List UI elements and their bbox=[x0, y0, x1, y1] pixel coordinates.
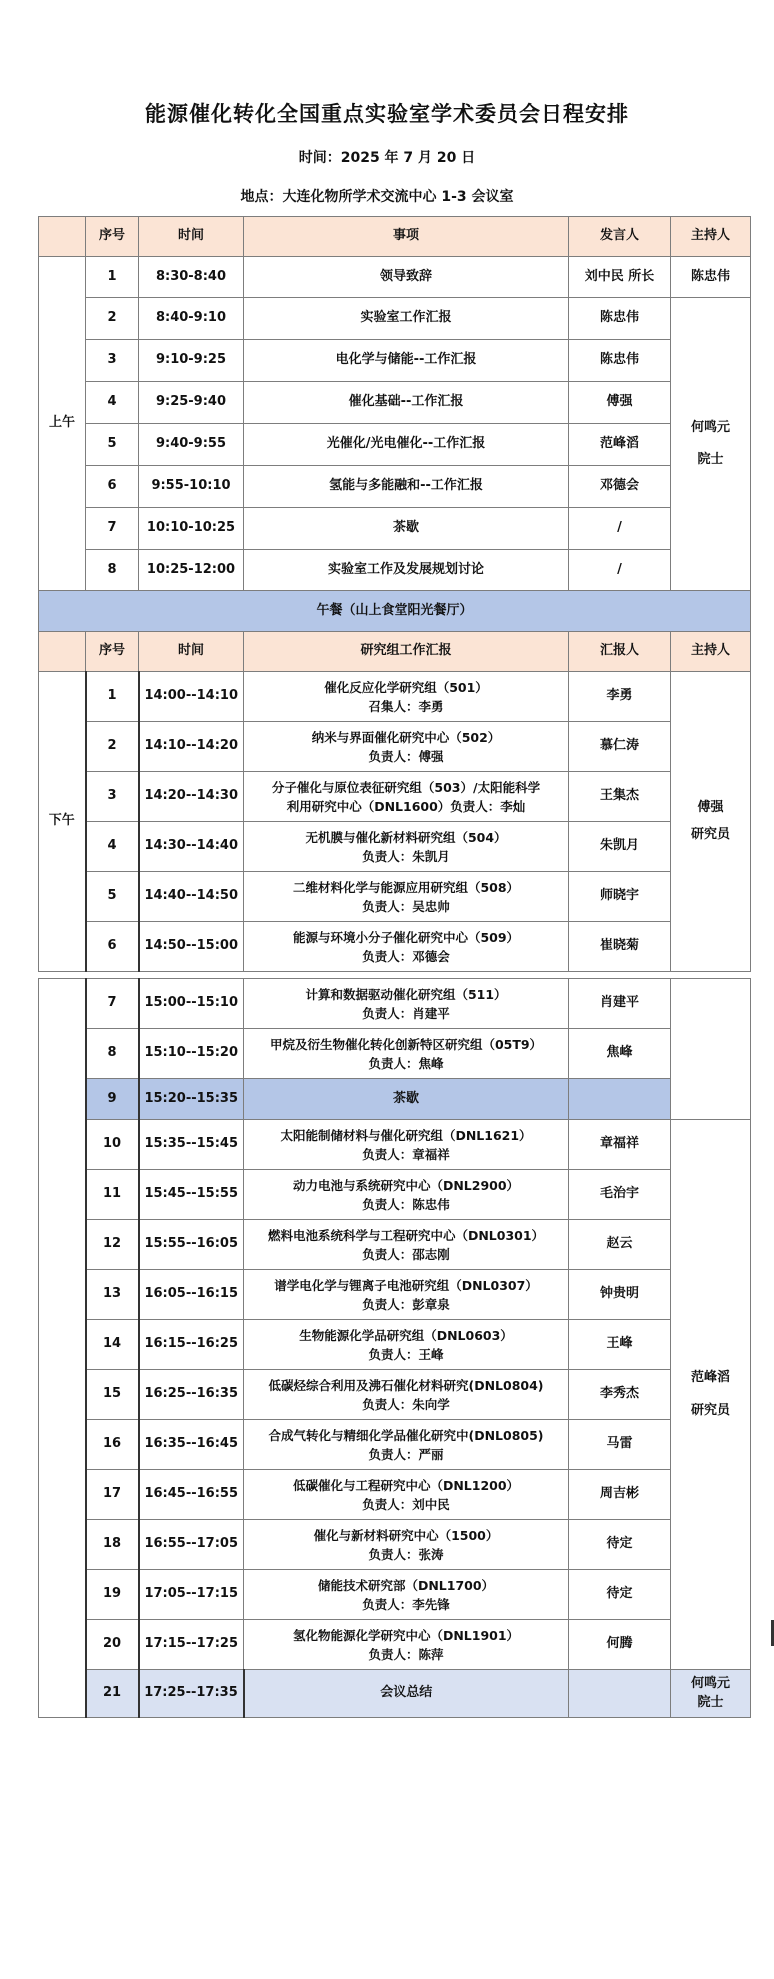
row-item bbox=[244, 1120, 569, 1170]
group-leader: 负责人：吴忠帅 bbox=[362, 898, 450, 914]
row-time: 16:45--16:55 bbox=[139, 1470, 244, 1520]
row-time: 8:40-9:10 bbox=[139, 298, 244, 340]
group-leader: 召集人：李勇 bbox=[368, 698, 444, 714]
row-item bbox=[244, 1420, 569, 1470]
row-item: 光催化/光电催化--工作汇报 bbox=[244, 424, 569, 466]
row-no: 5 bbox=[86, 424, 139, 466]
row-item: 催化基础--工作汇报 bbox=[244, 382, 569, 424]
group-name: 谱学电化学与锂离子电池研究组（DNL0307） bbox=[274, 1277, 538, 1293]
row-speaker: 赵云 bbox=[569, 1220, 671, 1270]
row-no: 5 bbox=[86, 872, 139, 922]
row-item bbox=[244, 872, 569, 922]
row-time: 15:45--15:55 bbox=[139, 1170, 244, 1220]
row-time: 17:15--17:25 bbox=[139, 1620, 244, 1670]
row-no: 12 bbox=[86, 1220, 139, 1270]
lunch-label: 午餐（山上食堂阳光餐厅） bbox=[39, 591, 751, 632]
row-time: 14:40--14:50 bbox=[139, 872, 244, 922]
row-time: 10:10-10:25 bbox=[139, 508, 244, 550]
row-item bbox=[244, 1170, 569, 1220]
row-speaker: 王峰 bbox=[569, 1320, 671, 1370]
header-no: 序号 bbox=[86, 217, 139, 257]
table-row bbox=[39, 382, 751, 424]
table-row bbox=[39, 922, 751, 972]
table-row bbox=[39, 1220, 751, 1270]
group-name: 分子催化与原位表征研究组（503）/太阳能科学 bbox=[271, 779, 541, 795]
row-time: 15:35--15:45 bbox=[139, 1120, 244, 1170]
row-item bbox=[244, 1620, 569, 1670]
row-speaker: / bbox=[569, 550, 671, 591]
host-cell bbox=[671, 672, 751, 972]
group-leader: 负责人：章福祥 bbox=[362, 1146, 450, 1162]
row-speaker: 钟贵明 bbox=[569, 1270, 671, 1320]
group-name: 氢化物能源化学研究中心（DNL1901） bbox=[292, 1627, 520, 1643]
group-leader: 负责人：傅强 bbox=[368, 748, 444, 764]
table-row bbox=[39, 257, 751, 298]
host-title: 院士 bbox=[697, 452, 724, 467]
row-time: 14:50--15:00 bbox=[139, 922, 244, 972]
row-speaker: 章福祥 bbox=[569, 1120, 671, 1170]
row-no: 6 bbox=[86, 466, 139, 508]
group-leader: 负责人：陈萍 bbox=[368, 1646, 444, 1662]
afternoon-label: 下午 bbox=[39, 672, 86, 972]
row-no: 15 bbox=[86, 1370, 139, 1420]
row-no: 2 bbox=[86, 298, 139, 340]
header-no: 序号 bbox=[86, 632, 139, 672]
header-blank bbox=[39, 632, 86, 672]
table-row bbox=[39, 1120, 751, 1170]
row-item: 实验室工作及发展规划讨论 bbox=[244, 550, 569, 591]
row-time: 14:20--14:30 bbox=[139, 772, 244, 822]
host-name: 何鸣元 bbox=[690, 1676, 730, 1692]
morning-host-cell bbox=[671, 298, 751, 591]
table-row bbox=[39, 1470, 751, 1520]
table-row bbox=[39, 1420, 751, 1470]
row-speaker bbox=[569, 1079, 671, 1120]
header-speaker: 汇报人 bbox=[569, 632, 671, 672]
host-name: 何鸣元 bbox=[690, 419, 730, 435]
row-no: 1 bbox=[86, 672, 139, 722]
group-name: 生物能源化学品研究组（DNL0603） bbox=[299, 1327, 513, 1343]
afternoon-header-row bbox=[39, 632, 751, 672]
tea-break-row bbox=[39, 1079, 751, 1120]
row-item bbox=[244, 1370, 569, 1420]
row-speaker: 马雷 bbox=[569, 1420, 671, 1470]
table-row bbox=[39, 772, 751, 822]
group-leader: 负责人：邵志刚 bbox=[362, 1246, 450, 1262]
group-name: 太阳能制储材料与催化研究组（DNL1621） bbox=[280, 1127, 532, 1143]
row-no: 3 bbox=[86, 340, 139, 382]
row-speaker: 朱凯月 bbox=[569, 822, 671, 872]
row-item: 氢能与多能融和--工作汇报 bbox=[244, 466, 569, 508]
row-no: 17 bbox=[86, 1470, 139, 1520]
row-speaker: 慕仁涛 bbox=[569, 722, 671, 772]
group-name: 低碳烃综合利用及沸石催化材料研究(DNL0804) bbox=[268, 1377, 544, 1393]
group-name: 催化反应化学研究组（501） bbox=[324, 679, 488, 695]
row-no: 7 bbox=[86, 979, 139, 1029]
row-item bbox=[244, 1570, 569, 1620]
row-time: 16:35--16:45 bbox=[139, 1420, 244, 1470]
row-speaker: 邓德会 bbox=[569, 466, 671, 508]
row-speaker: 焦峰 bbox=[569, 1029, 671, 1079]
row-time: 17:25--17:35 bbox=[139, 1670, 244, 1718]
row-no: 7 bbox=[86, 508, 139, 550]
group-leader: 负责人：邓德会 bbox=[362, 948, 450, 964]
group-name: 低碳催化与工程研究中心（DNL1200） bbox=[292, 1477, 520, 1493]
table-row bbox=[39, 424, 751, 466]
row-item bbox=[244, 1470, 569, 1520]
row-item bbox=[244, 922, 569, 972]
table-row bbox=[39, 722, 751, 772]
group-name: 甲烷及衍生物催化转化创新特区研究组（05T9） bbox=[269, 1036, 543, 1052]
table-row bbox=[39, 872, 751, 922]
header-blank bbox=[39, 217, 86, 257]
table-row bbox=[39, 1370, 751, 1420]
table-row bbox=[39, 1270, 751, 1320]
table-row bbox=[39, 1029, 751, 1079]
row-time: 10:25-12:00 bbox=[139, 550, 244, 591]
row-speaker: 师晓宇 bbox=[569, 872, 671, 922]
group-name: 燃料电池系统科学与工程研究中心（DNL0301） bbox=[267, 1227, 545, 1243]
group-leader: 负责人：严丽 bbox=[368, 1446, 444, 1462]
row-no: 21 bbox=[86, 1670, 139, 1718]
row-no: 6 bbox=[86, 922, 139, 972]
host-name: 傅强 bbox=[697, 800, 724, 816]
row-item bbox=[244, 672, 569, 722]
host-blank bbox=[671, 979, 751, 1120]
row-item bbox=[244, 822, 569, 872]
row-time: 15:00--15:10 bbox=[139, 979, 244, 1029]
row-no: 11 bbox=[86, 1170, 139, 1220]
row-item bbox=[244, 979, 569, 1029]
row-speaker: 李秀杰 bbox=[569, 1370, 671, 1420]
group-leader: 负责人：朱向学 bbox=[362, 1396, 450, 1412]
row-item bbox=[244, 1220, 569, 1270]
row-item: 茶歇 bbox=[244, 1079, 569, 1120]
group-name: 无机膜与催化新材料研究组（504） bbox=[305, 829, 507, 845]
row-no: 19 bbox=[86, 1570, 139, 1620]
row-time: 9:25-9:40 bbox=[139, 382, 244, 424]
row-speaker: 肖建平 bbox=[569, 979, 671, 1029]
group-leader: 负责人：彭章泉 bbox=[362, 1296, 450, 1312]
row-speaker: 陈忠伟 bbox=[569, 298, 671, 340]
row-item bbox=[244, 1320, 569, 1370]
group-leader: 负责人：焦峰 bbox=[368, 1055, 444, 1071]
table-row bbox=[39, 508, 751, 550]
row-speaker: 待定 bbox=[569, 1570, 671, 1620]
group-name: 纳米与界面催化研究中心（502） bbox=[311, 729, 501, 745]
table-row bbox=[39, 979, 751, 1029]
group-name: 合成气转化与精细化学品催化研究中(DNL0805) bbox=[268, 1427, 544, 1443]
row-time: 15:20--15:35 bbox=[139, 1079, 244, 1120]
row-no: 1 bbox=[86, 257, 139, 298]
row-item bbox=[244, 1029, 569, 1079]
schedule-table-bottom bbox=[38, 978, 751, 1718]
table-row bbox=[39, 1520, 751, 1570]
header-item: 研究组工作汇报 bbox=[244, 632, 569, 672]
group-leader: 负责人：张涛 bbox=[368, 1546, 444, 1562]
row-item bbox=[244, 722, 569, 772]
row-no: 20 bbox=[86, 1620, 139, 1670]
table-row bbox=[39, 822, 751, 872]
row-no: 18 bbox=[86, 1520, 139, 1570]
table-row bbox=[39, 1620, 751, 1670]
row-item bbox=[244, 1270, 569, 1320]
host-title: 院士 bbox=[697, 1694, 724, 1710]
row-speaker: 崔晓菊 bbox=[569, 922, 671, 972]
row-speaker bbox=[569, 1670, 671, 1718]
row-no: 14 bbox=[86, 1320, 139, 1370]
group-name: 动力电池与系统研究中心（DNL2900） bbox=[292, 1177, 520, 1193]
host-title: 研究员 bbox=[690, 826, 730, 842]
group-name: 二维材料化学与能源应用研究组（508） bbox=[292, 879, 520, 895]
row-time: 16:05--16:15 bbox=[139, 1270, 244, 1320]
row-time: 9:55-10:10 bbox=[139, 466, 244, 508]
row-no: 4 bbox=[86, 382, 139, 424]
row-no: 3 bbox=[86, 772, 139, 822]
row-no: 8 bbox=[86, 1029, 139, 1079]
row-time: 9:10-9:25 bbox=[139, 340, 244, 382]
row-speaker: 周吉彬 bbox=[569, 1470, 671, 1520]
table-row bbox=[39, 1570, 751, 1620]
group-leader: 负责人：肖建平 bbox=[362, 1005, 450, 1021]
row-speaker: 毛治宇 bbox=[569, 1170, 671, 1220]
page-title: 能源催化转化全国重点实验室学术委员会日程安排 bbox=[145, 102, 629, 126]
header-time: 时间 bbox=[139, 217, 244, 257]
table-row bbox=[39, 1170, 751, 1220]
row-time: 8:30-8:40 bbox=[139, 257, 244, 298]
row-no: 9 bbox=[86, 1079, 139, 1120]
row-item: 实验室工作汇报 bbox=[244, 298, 569, 340]
row-item: 会议总结 bbox=[244, 1670, 569, 1718]
row-no: 13 bbox=[86, 1270, 139, 1320]
row-item: 领导致辞 bbox=[244, 257, 569, 298]
meeting-location: 地点：大连化物所学术交流中心 1-3 会议室 bbox=[240, 189, 514, 205]
row-no: 2 bbox=[86, 722, 139, 772]
row-speaker: 王集杰 bbox=[569, 772, 671, 822]
row-item: 茶歇 bbox=[244, 508, 569, 550]
table-row bbox=[39, 550, 751, 591]
row-time: 15:10--15:20 bbox=[139, 1029, 244, 1079]
group-leader: 利用研究中心（DNL1600）负责人：李灿 bbox=[286, 798, 526, 814]
header-host: 主持人 bbox=[671, 632, 751, 672]
row-no: 10 bbox=[86, 1120, 139, 1170]
section-blank bbox=[39, 979, 86, 1718]
group-name: 能源与环境小分子催化研究中心（509） bbox=[292, 929, 520, 945]
row-item bbox=[244, 772, 569, 822]
header-speaker: 发言人 bbox=[569, 217, 671, 257]
table-row bbox=[39, 298, 751, 340]
table-row bbox=[39, 340, 751, 382]
morning-header-row bbox=[39, 217, 751, 257]
meeting-time: 时间：2025 年 7 月 20 日 bbox=[298, 150, 476, 166]
group-leader: 负责人：李先锋 bbox=[362, 1596, 450, 1612]
row-item: 电化学与储能--工作汇报 bbox=[244, 340, 569, 382]
host-cell bbox=[671, 1120, 751, 1670]
group-name: 计算和数据驱动催化研究组（511） bbox=[305, 986, 507, 1002]
group-leader: 负责人：朱凯月 bbox=[362, 848, 450, 864]
row-speaker: 傅强 bbox=[569, 382, 671, 424]
morning-label: 上午 bbox=[39, 257, 86, 591]
table-row bbox=[39, 466, 751, 508]
row-no: 4 bbox=[86, 822, 139, 872]
row-speaker: 何腾 bbox=[569, 1620, 671, 1670]
row-time: 16:25--16:35 bbox=[139, 1370, 244, 1420]
lunch-row bbox=[39, 591, 751, 632]
row-time: 16:15--16:25 bbox=[139, 1320, 244, 1370]
table-row bbox=[39, 1320, 751, 1370]
row-speaker: 刘中民 所长 bbox=[569, 257, 671, 298]
row-speaker: 李勇 bbox=[569, 672, 671, 722]
row-time: 14:00--14:10 bbox=[139, 672, 244, 722]
row-time: 9:40-9:55 bbox=[139, 424, 244, 466]
host-title: 研究员 bbox=[690, 1402, 730, 1418]
group-name: 催化与新材料研究中心（1500） bbox=[313, 1527, 499, 1543]
row-time: 17:05--17:15 bbox=[139, 1570, 244, 1620]
row-time: 15:55--16:05 bbox=[139, 1220, 244, 1270]
summary-row bbox=[39, 1670, 751, 1718]
row-time: 14:30--14:40 bbox=[139, 822, 244, 872]
row-speaker: 待定 bbox=[569, 1520, 671, 1570]
row-time: 14:10--14:20 bbox=[139, 722, 244, 772]
group-leader: 负责人：陈忠伟 bbox=[362, 1196, 450, 1212]
header-item: 事项 bbox=[244, 217, 569, 257]
host-cell bbox=[671, 1670, 751, 1718]
row-time: 16:55--17:05 bbox=[139, 1520, 244, 1570]
schedule-table-top bbox=[38, 216, 751, 972]
group-leader: 负责人：刘中民 bbox=[362, 1496, 450, 1512]
header-time: 时间 bbox=[139, 632, 244, 672]
row-speaker: 范峰滔 bbox=[569, 424, 671, 466]
header-host: 主持人 bbox=[671, 217, 751, 257]
row-no: 16 bbox=[86, 1420, 139, 1470]
group-leader: 负责人：王峰 bbox=[368, 1346, 444, 1362]
group-name: 储能技术研究部（DNL1700） bbox=[317, 1577, 495, 1593]
host-name: 范峰滔 bbox=[690, 1370, 730, 1386]
table-row bbox=[39, 672, 751, 722]
row-no: 8 bbox=[86, 550, 139, 591]
row-speaker: 陈忠伟 bbox=[569, 340, 671, 382]
row-speaker: / bbox=[569, 508, 671, 550]
row-host: 陈忠伟 bbox=[671, 257, 751, 298]
row-item bbox=[244, 1520, 569, 1570]
